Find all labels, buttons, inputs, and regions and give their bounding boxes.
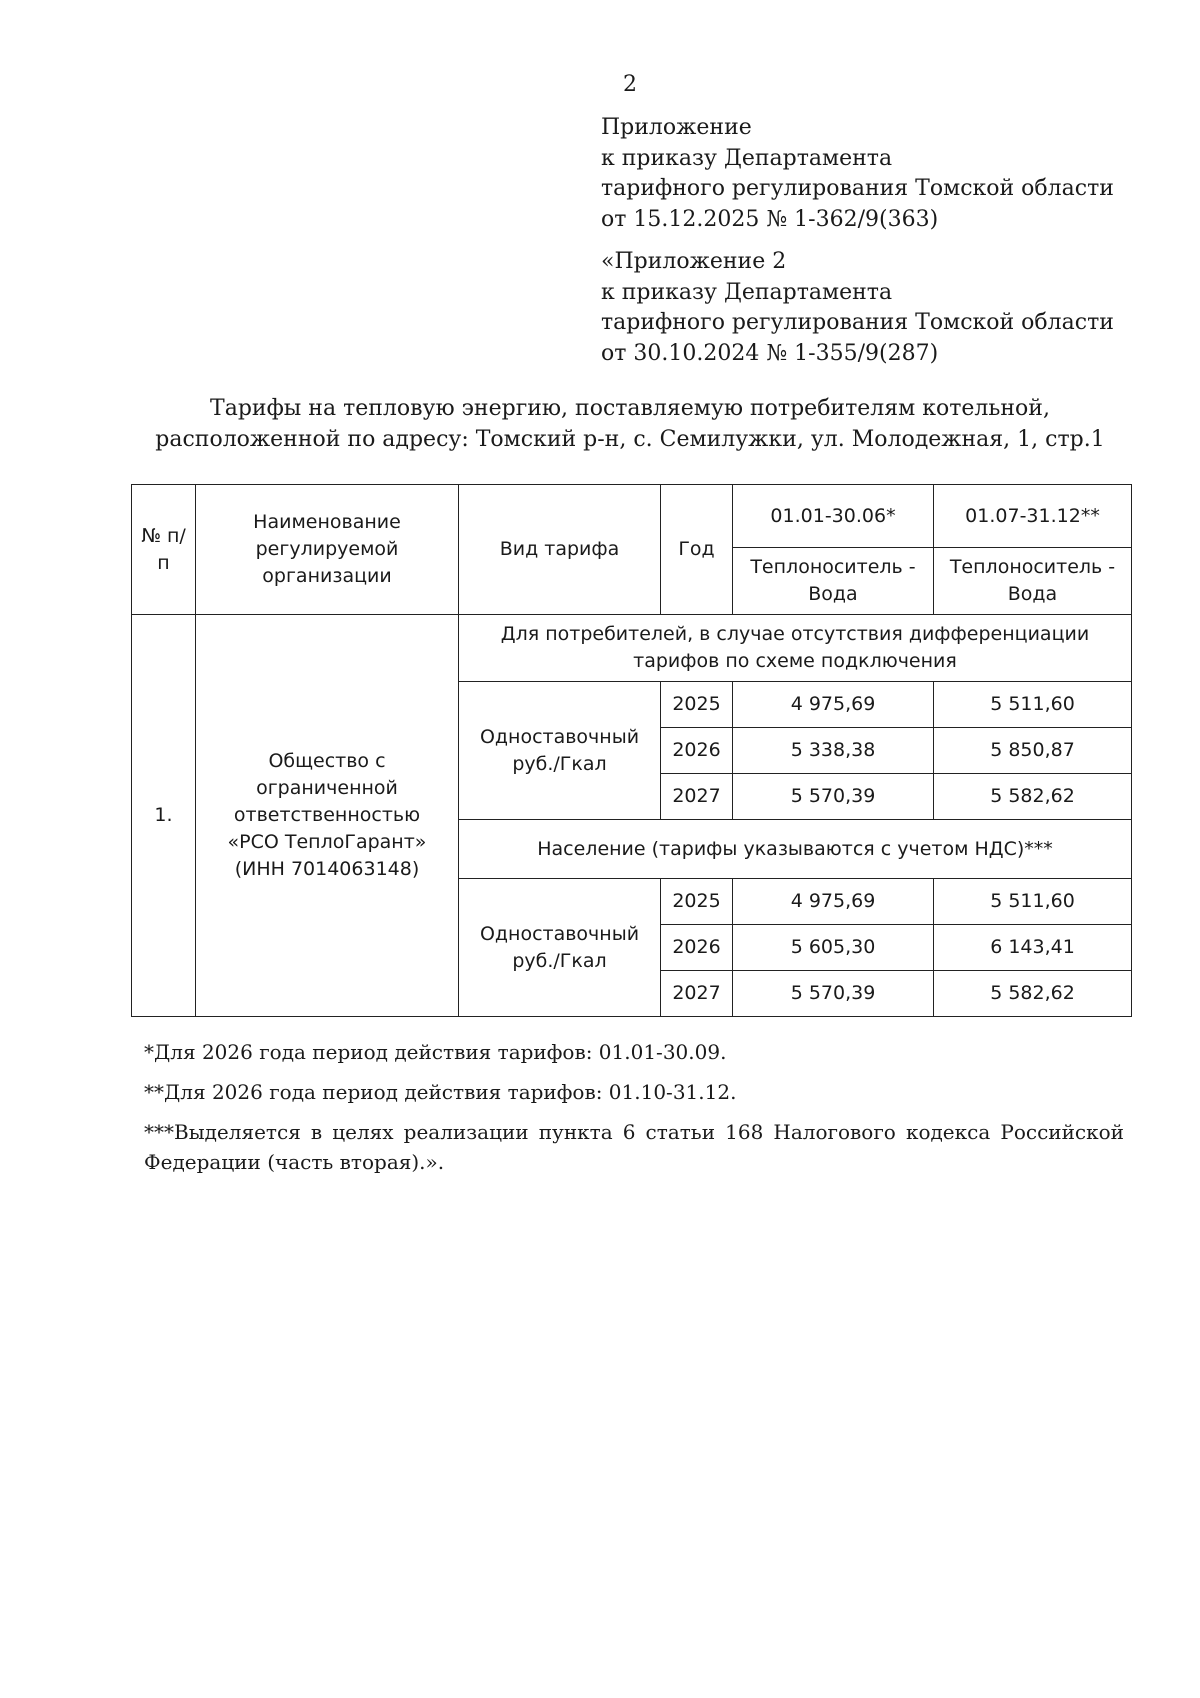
header-period-2: 01.07-31.12** — [934, 485, 1132, 548]
period-2-value: 5 582,62 — [934, 774, 1132, 820]
period-2-value: 5 582,62 — [934, 971, 1132, 1017]
appendix-line: от 15.12.2025 № 1-362/9(363) — [601, 206, 939, 232]
appendix-line: к приказу Департамента — [601, 279, 893, 305]
header-tariff-type: Вид тарифа — [459, 485, 661, 615]
header-carrier-2: Теплоноситель - Вода — [934, 548, 1132, 615]
appendix-line: от 30.10.2024 № 1-355/9(287) — [601, 340, 939, 366]
appendix-line: тарифного регулирования Томской области — [601, 176, 1114, 201]
appendix-line: Приложение — [601, 115, 752, 140]
period-1-value: 4 975,69 — [733, 879, 934, 925]
title-line: расположенной по адресу: Томский р-н, с. Семилужки, ул. Молодежная, 1, стр.1 — [155, 427, 1105, 452]
tariffs-table — [131, 484, 1132, 1017]
appendix-line: «Приложение 2 — [601, 249, 787, 274]
year-cell: 2027 — [661, 971, 733, 1017]
period-2-value: 6 143,41 — [934, 925, 1132, 971]
header-organization: Наименование регулируемой организации — [196, 485, 459, 615]
tariff-type-label: Одноставочный руб./Гкал — [459, 682, 661, 820]
period-1-value: 5 570,39 — [733, 971, 934, 1017]
period-1-value: 5 570,39 — [733, 774, 934, 820]
period-2-value: 5 511,60 — [934, 682, 1132, 728]
organization-line: ограниченной — [256, 777, 398, 799]
organization-line: (ИНН 7014063148) — [234, 858, 420, 880]
header-carrier-1: Теплоноситель - Вода — [733, 548, 934, 615]
period-1-value: 4 975,69 — [733, 682, 934, 728]
period-2-value: 5 511,60 — [934, 879, 1132, 925]
appendix-line: тарифного регулирования Томской области — [601, 310, 1114, 335]
footnote-2: **Для 2026 года период действия тарифов: 01.10-31.12. — [144, 1080, 737, 1104]
section-title-row — [132, 615, 1132, 682]
period-2-value: 5 850,87 — [934, 728, 1132, 774]
section-2-title: Население (тарифы указываются с учетом НДС)*** — [459, 820, 1132, 879]
year-cell: 2027 — [661, 774, 733, 820]
organization-line: «РСО ТеплоГарант» — [227, 831, 427, 853]
footnote-3: ***Выделяется в целях реализации пункта 6 статьи 168 Налогового кодекса Российской Федерации (часть вторая).». — [144, 1120, 1124, 1174]
header-year: Год — [661, 485, 733, 615]
row-number: 1. — [132, 615, 196, 1017]
section-1-title: Для потребителей, в случае отсутствия дифференциации тарифов по схеме подключения — [459, 615, 1132, 682]
appendix-2-header — [601, 247, 1114, 369]
year-cell: 2026 — [661, 925, 733, 971]
appendix-line: к приказу Департамента — [601, 145, 893, 171]
footnote-1: *Для 2026 года период действия тарифов: 01.01-30.09. — [144, 1040, 727, 1064]
document-title — [0, 393, 1200, 455]
organization-line: Общество с — [268, 750, 386, 772]
organization-line: ответственностью — [233, 804, 421, 826]
page-number: 2 — [623, 72, 637, 97]
period-1-value: 5 605,30 — [733, 925, 934, 971]
header-num: № п/п — [132, 485, 196, 615]
organization-name — [196, 615, 459, 1017]
tariff-type-label: Одноставочный руб./Гкал — [459, 879, 661, 1017]
appendix-header — [601, 113, 1114, 235]
year-cell: 2026 — [661, 728, 733, 774]
footnotes — [144, 1037, 1124, 1187]
year-cell: 2025 — [661, 682, 733, 728]
header-period-1: 01.01-30.06* — [733, 485, 934, 548]
table-header-row — [132, 485, 1132, 548]
year-cell: 2025 — [661, 879, 733, 925]
period-1-value: 5 338,38 — [733, 728, 934, 774]
title-line: Тарифы на тепловую энергию, поставляемую потребителям котельной, — [210, 396, 1050, 421]
